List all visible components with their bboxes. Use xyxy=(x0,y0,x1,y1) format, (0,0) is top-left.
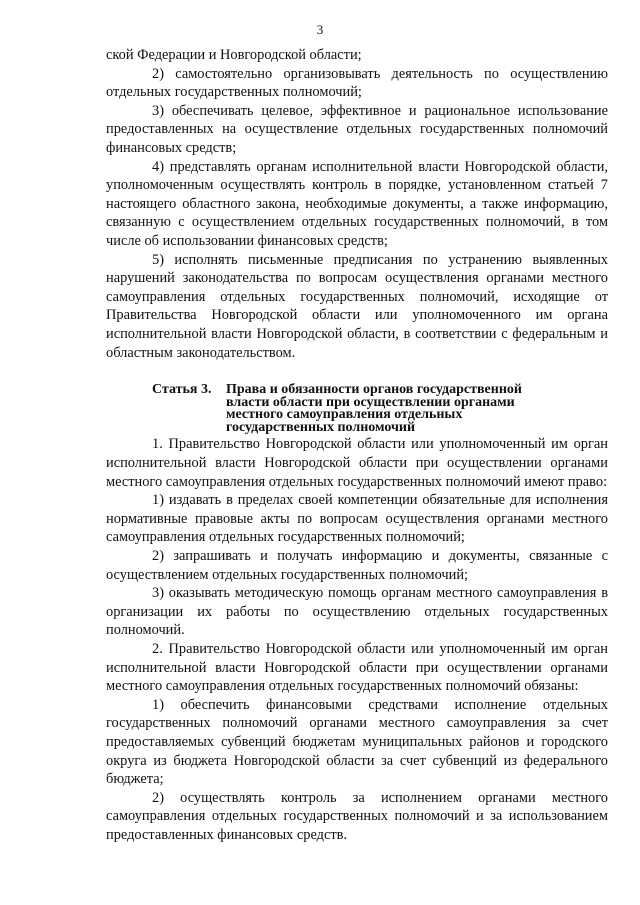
paragraph-item-3: 3) обеспечивать целевое, эффективное и рациональное использование предоставленных на осуществление отдельных государственных полномочий финансовых средств; xyxy=(106,102,608,156)
page-number: 3 xyxy=(316,22,324,37)
paragraph-section-1: 1. Правительство Новгородской области или уполномоченный им орган исполнительной власти Новгородской области при осуществлении органами местного самоуправления отдельных государственных полномочий имеют право: xyxy=(106,436,608,490)
paragraph-continuation: ской Федерации и Новгородской области; xyxy=(106,47,362,63)
article-number: Статья 3. xyxy=(152,382,212,398)
paragraph-item-2: 2) самостоятельно организовывать деятельность по осуществлению отдельных государственных полномочий; xyxy=(106,65,608,101)
article-title: Права и обязанности органов государственной власти области при осуществлении органами местного самоуправления отдельных государственных полномочий xyxy=(226,382,522,435)
document-body xyxy=(106,46,608,845)
paragraph-section-1-item-2: 2) запрашивать и получать информацию и документы, связанные с осуществлением отдельных государственных полномочий; xyxy=(106,548,608,583)
paragraph-section-1-item-1: 1) издавать в пределах своей компетенции обязательные для исполнения нормативные правовые акты по вопросам осуществления органами местного самоуправления отдельных государственных полномочий; xyxy=(106,492,608,546)
paragraph-item-5: 5) исполнять письменные предписания по устранению выявленных нарушений законодательства по вопросам осуществления органами местного самоуправления отдельных государственных полномочий, исходящие от Правительства Новгородской области или уполномоченного им органа исполнительной власти Новгородской области, в соответствии с федеральным и областным законодательством. xyxy=(106,251,608,361)
paragraph-section-2: 2. Правительство Новгородской области или уполномоченный им орган исполнительной власти Новгородской области при осуществлении органами местного самоуправления отдельных государственных полномочий обязаны: xyxy=(106,641,608,695)
paragraph-section-1-item-3: 3) оказывать методическую помощь органам местного самоуправления в организации их работы по осуществлению отдельных государственных полномочий. xyxy=(106,585,608,639)
paragraph-section-2-item-2: 2) осуществлять контроль за исполнением органами местного самоуправления отдельных государственных полномочий и за использованием предоставленных финансовых средств. xyxy=(106,789,608,843)
paragraph-item-4: 4) представлять органам исполнительной власти Новгородской области, уполномоченным осуществлять контроль в порядке, установленном статьей 7 настоящего областного закона, необходимые документы, а также информацию, связанную с осуществлением отдельных государственных полномочий, в том числе об использовании финансовых средств; xyxy=(106,158,608,249)
paragraph-section-2-item-1: 1) обеспечить финансовыми средствами исполнение отдельных государственных полномочий органами местного самоуправления за счет предоставляемых субвенций бюджетам муниципальных районов и городского округа из бюджета Новгородской области за счет субвенций из федерального бюджета; xyxy=(106,696,608,788)
article-heading xyxy=(106,384,608,434)
